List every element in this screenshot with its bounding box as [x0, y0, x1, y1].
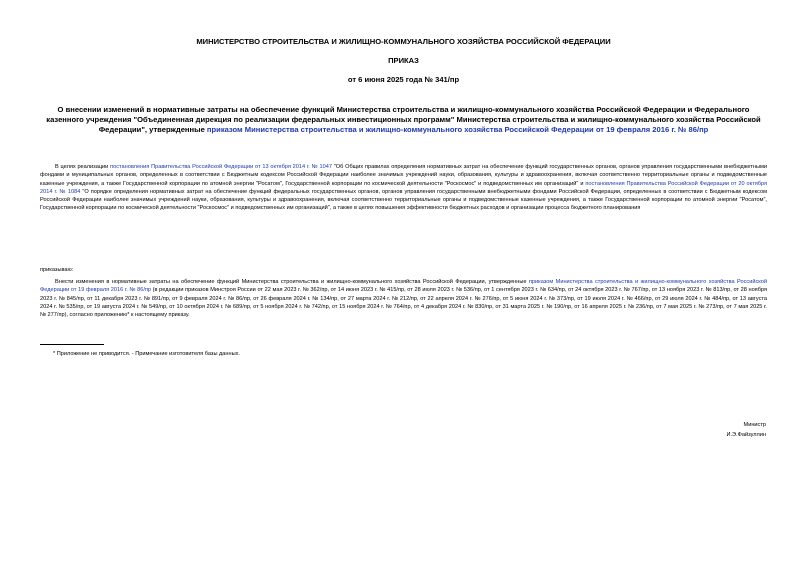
signature-position: Министр	[743, 422, 766, 428]
link-resolution-1084[interactable]: постановления Правительства Российской Федерации от 20 октября 2014 г. № 1084	[40, 180, 768, 195]
title-link-order-86[interactable]: приказом Министерства строительства и жилищно-коммунального хозяйства Российской Федерации от 19 февраля 2016 г. № 86/пр	[206, 125, 709, 134]
order-word: приказываю:	[40, 267, 74, 273]
body-text-2: (в редакции приказов Минстроя России от 22 мая 2023 г. № 362/пр, от 14 июня 2023 г. № 415/пр, от 28 июля 2023 г. № 536/пр, от 1 сентября 2023 г. № 634/пр, от 24 октября 2023 г. № 767/пр, от 13 ноября 2023 г. № 813/пр, от 28 ноября 2023 г. № 845/пр, от 11 декабря 2023 г. № 891/пр, от 9 февраля 2024 г. № 86/пр, от 26 февраля 2024 г. № 134/пр, от 27 марта 2024 г. № 212/пр, от 22 апреля 2024 г. № 276/пр, от 5 июня 2024 г. № 373/пр, от 19 июля 2024 г. № 466/пр, от 29 июля 2024 г. № 484/пр, от 13 августа 2024 г. № 535/пр, от 19 августа 2024 г. № 549/пр, от 10 октября 2024 г. № 689/пр, от 5 ноября 2024 г. № 742/пр, от 15 ноября 2024 г. № 764/пр, от 4 декабря 2024 г. № 830/пр, от 31 марта 2025 г. № 190/пр, от 16 апреля 2025 г. № 236/пр, от 7 мая 2025 г. № 273/пр, от 7 мая 2025 г. № 277/пр), согласно приложению* к настоящему приказу.	[40, 287, 767, 319]
ministry-heading: МИНИСТЕРСТВО СТРОИТЕЛЬСТВА И ЖИЛИЩНО-КОММУНАЛЬНОГО ХОЗЯЙСТВА РОССИЙСКОЙ ФЕДЕРАЦИИ	[196, 37, 611, 46]
order-title	[40, 105, 767, 135]
body-text-1: Внести изменения в нормативные затраты на обеспечение функций Министерства строительства и жилищно-коммунального хозяйства Российской Федерации, утвержденные	[55, 279, 529, 285]
footnote-divider	[40, 344, 104, 345]
doc-type-heading: ПРИКАЗ	[388, 56, 419, 65]
footnote: * Приложение не приводится. - Примечание изготовителя базы данных.	[53, 351, 240, 357]
preamble-paragraph	[40, 163, 767, 213]
preamble-text-1: "Об Общих правилах определения нормативных затрат на обеспечение функций государственных органов, органов управления государственными внебюджетными фондами и муниципальных органов, определенных в соответствии с Бюджетным кодексом Российской Федерации наиболее значимых учреждений науки, образования, культуры и здравоохранения, включая соответственно территориальные органы и подведомственные казенные учреждения, а также Государственной корпорации по атомной энергии "Росатом", Государственной корпорации по космической деятельности "Роскосмос" и подведомственных им организаций" и	[40, 164, 768, 187]
order-title-text: О внесении изменений в нормативные затраты на обеспечение функций Министерства строительства и жилищно-коммунального хозяйства Российской Федерации и Федерального казенного учреждения "Объединенная дирекция по реализации федеральных инвестиционных программ" Министерства строительства и жилищно-коммунального хозяйства Российской Федерации", утвержденные	[46, 105, 761, 134]
body-paragraph	[40, 278, 767, 319]
signature-name: И.Э.Файзуллин	[726, 432, 766, 438]
preamble-text-2: "О порядке определения нормативных затрат на обеспечение функций федеральных государственных органов, органов управления государственными внебюджетными фондами Российской Федерации, определенных в соответствии с Бюджетным кодексом Российской Федерации наиболее значимых учреждений науки, образования, культуры и здравоохранения, включая соответственно территориальные органы и подведомственные казенные учреждения, а также Государственной корпорации по атомной энергии "Росатом", Государственной корпорации по космической деятельности "Роскосмос" и подведомственных им организаций", а также в целях повышения эффективности бюджетных расходов и организации процесса бюджетного планирования	[40, 188, 767, 212]
order-date-number: от 6 июня 2025 года № 341/пр	[347, 75, 460, 84]
link-resolution-1047[interactable]: постановления Правительства Российской Федерации от 13 октября 2014 г. № 1047	[110, 164, 332, 170]
preamble-intro: В целях реализации	[55, 164, 111, 170]
body-link-order-86[interactable]: приказом Министерства строительства и жилищно-коммунального хозяйства Российской Федерации от 19 февраля 2016 г. № 86/пр	[40, 279, 767, 294]
